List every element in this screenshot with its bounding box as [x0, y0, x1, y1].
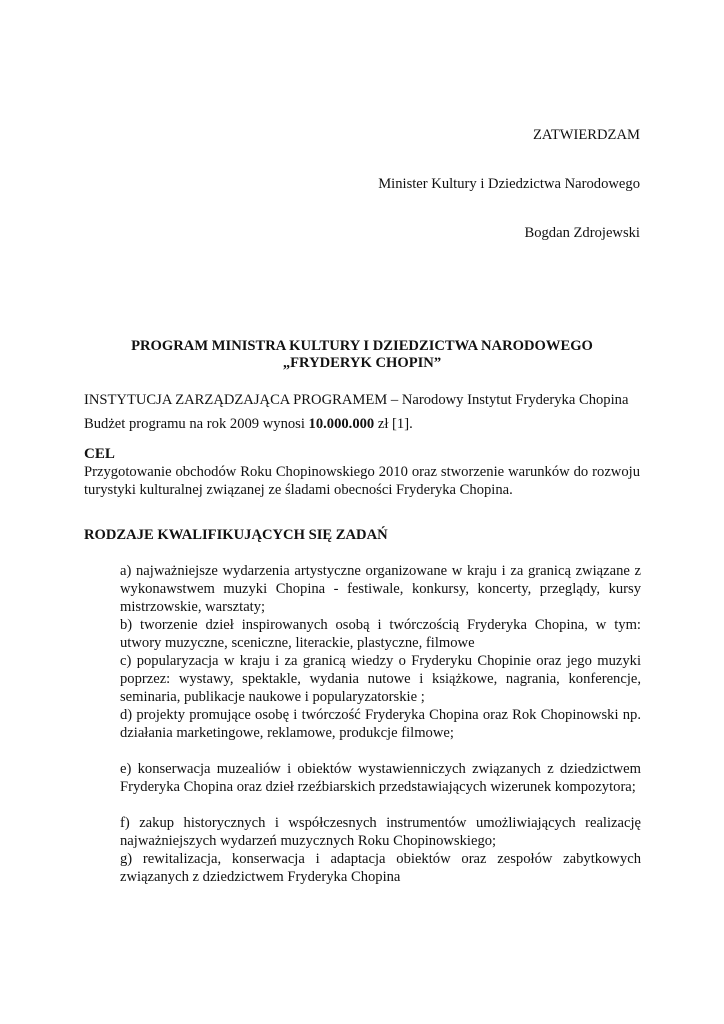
list-spacer [120, 796, 641, 814]
tasks-heading: RODZAJE KWALIFIKUJĄCYCH SIĘ ZADAŃ [84, 527, 388, 543]
goal-text: Przygotowanie obchodów Roku Chopinowskiego 2010 oraz stworzenie warunków do rozwoju turystyki kulturalnej związanej ze śladami obecności Fryderyka Chopina. [84, 464, 640, 498]
managing-institution: INSTYTUCJA ZARZĄDZAJĄCA PROGRAMEM – Narodowy Instytut Fryderyka Chopina [84, 392, 629, 408]
minister-name: Bogdan Zdrojewski [524, 225, 640, 241]
task-item-e: e) konserwacja muzealiów i obiektów wystawienniczych związanych z dziedzictwem Fryderyka Chopina oraz dzieł rzeźbiarskich przedstawiających wizerunek kompozytora; [120, 761, 641, 795]
tasks-list [120, 562, 641, 886]
task-item-c: c) popularyzacja w kraju i za granicą wiedzy o Fryderyku Chopinie oraz jego muzyki poprzez: wystawy, spektakle, wydania nutowe i książkowe, nagrania, konferencje, seminaria, publikacje naukowe i popularyzatorskie ; [120, 653, 641, 705]
task-item-a: a) najważniejsze wydarzenia artystyczne organizowane w kraju i za granicą związane z wykonawstwem muzyki Chopina - festiwale, konkursy, koncerty, przeglądy, kursy mistrzowskie, warsztaty; [120, 563, 641, 615]
task-item-b: b) tworzenie dzieł inspirowanych osobą i twórczością Fryderyka Chopina, w tym: utwory muzyczne, sceniczne, literackie, plastyczne, filmowe [120, 617, 641, 651]
list-spacer [120, 742, 641, 760]
program-title-line1: PROGRAM MINISTRA KULTURY I DZIEDZICTWA NARODOWEGO [131, 338, 593, 354]
task-item-g: g) rewitalizacja, konserwacja i adaptacja obiektów oraz zespołów zabytkowych związanych z dziedzictwem Fryderyka Chopina [120, 851, 641, 885]
approval-label: ZATWIERDZAM [532, 127, 640, 143]
minister-title: Minister Kultury i Dziedzictwa Narodowego [378, 176, 640, 192]
goal-heading: CEL [84, 446, 115, 462]
task-item-f: f) zakup historycznych i współczesnych instrumentów umożliwiających realizację najważniejszych wydarzeń muzycznych Roku Chopinowskiego; [120, 815, 641, 849]
task-item-d: d) projekty promujące osobę i twórczość Fryderyka Chopina oraz Rok Chopinowski np. działania marketingowe, reklamowe, produkcje filmowe; [120, 707, 641, 741]
budget-amount: 10.000.000 [308, 416, 375, 432]
budget-suffix: zł [1]. [374, 416, 413, 432]
budget-prefix: Budżet programu na rok 2009 wynosi [84, 416, 309, 432]
program-title-line2: „FRYDERYK CHOPIN” [282, 355, 442, 371]
budget-line [84, 416, 413, 433]
